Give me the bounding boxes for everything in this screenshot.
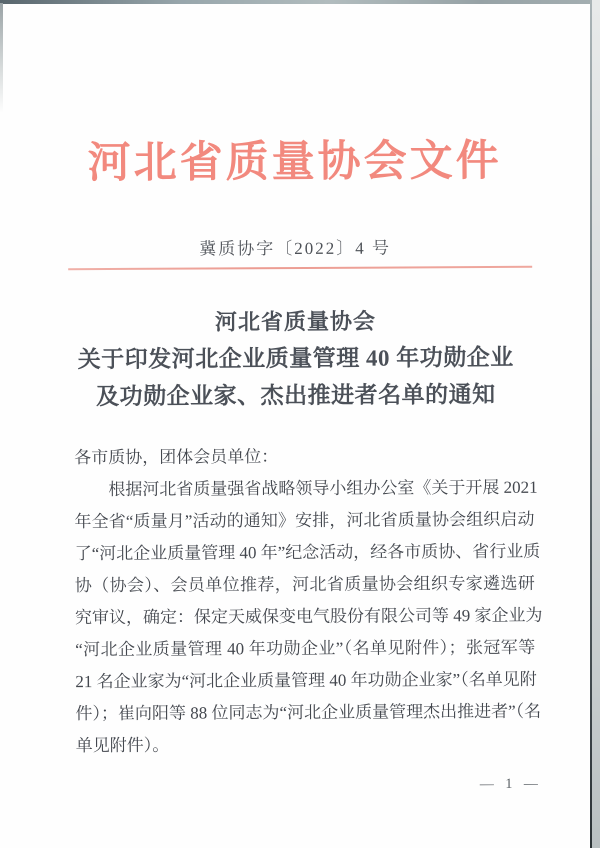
body-line: 协（协会）、会员单位推荐，河北省质量协会组织专家遴选研 [74,573,535,596]
body-line: 究审议，确定：保定天威保变电气股份有限公司等 49 家企业为 [74,605,543,628]
body-line: 21 名企业家为“河北企业质量管理 40 年功勋企业家”（名单见附 [75,669,537,692]
body-line: 年全省“质量月”活动的通知》安排，河北省质量协会组织启动 [74,509,535,532]
body-line: “河北企业质量管理 40 年功勋企业”（名单见附件）；张冠军等 [75,637,536,660]
letterhead-title: 河北省质量协会文件 [87,137,502,188]
body-line-salutation: 各市质协，团体会员单位： [74,447,279,468]
page-number: — 1 — [479,776,542,793]
document-number: 冀质协字〔2022〕4 号 [199,238,392,259]
document-title [0,301,592,415]
body-line: 件）；崔向阳等 88 位同志为“河北企业质量管理杰出推进者”（名 [75,701,542,724]
scan-line-right [590,0,592,848]
document-title-line: 河北省质量协会 [214,308,377,335]
body-line: 了“河北企业质量管理 40 年”纪念活动，经各市质协、省行业质 [74,541,541,564]
scan-band-right [591,0,600,848]
document-title-line: 及功勋企业家、杰出推进者名单的通知 [96,381,496,410]
document-body [74,440,543,762]
document-title-line: 关于印发河北企业质量管理 40 年功勋企业 [77,344,514,373]
body-line-last: 单见附件）。 [75,735,170,756]
red-divider-rule [68,266,532,270]
scan-edge-left [0,3,3,113]
scan-edge-top [0,0,600,4]
body-line: 根据河北省质量强省战略领导小组办公室《关于开展 2021 [108,477,538,500]
